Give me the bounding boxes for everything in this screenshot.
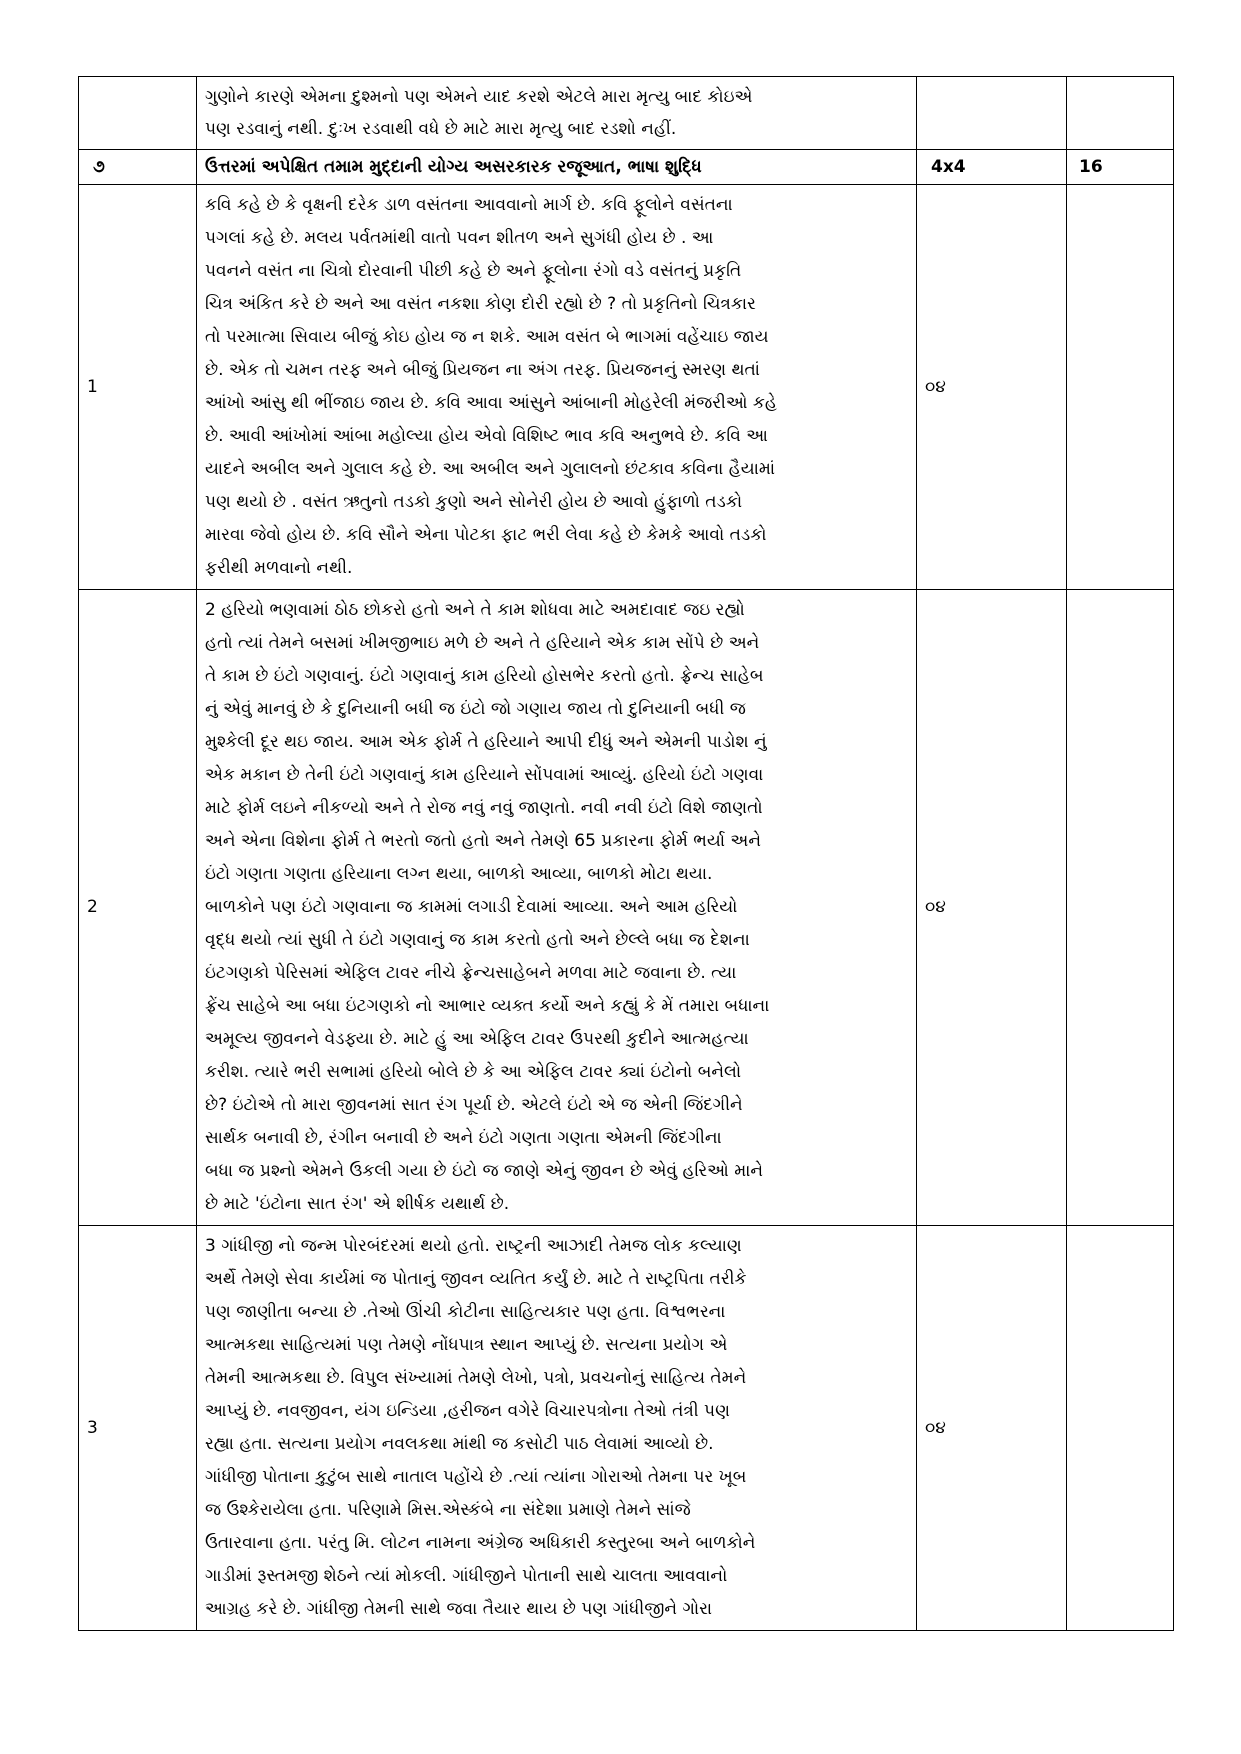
total-cell	[1067, 1226, 1174, 1631]
answer-text: 3 ગાંધીજી નો જન્મ પોરબંદરમાં થયો હતો. રાષ્ટ્રની આઝાદી તેમજ લોક કલ્યાણ અર્થે તેમણે સેવા કાર્યમાં જ પોતાનું જીવન વ્યતિત કર્યું છે. માટે તે રાષ્ટ્રપિતા તરીકે પણ જાણીતા બન્યા છે .તેઓ ઊંચી કોટીના સાહિત્યકાર પણ હતા. વિશ્વભરના આત્મકથા સાહિત્યમાં પણ તેમણે નોંધપાત્ર સ્થાન આપ્યું છે. સત્યના પ્રયોગ એ તેમની આત્મકથા છે. વિપુલ સંખ્યામાં તેમણે લેખો, પત્રો, પ્રવચનોનું સાહિત્ય તેમને આપ્યું છે. નવજીવન, યંગ ઇન્ડિયા ,હરીજન વગેરે વિચારપત્રોના તેઓ તંત્રી પણ રહ્યા હતા. સત્યના પ્રયોગ નવલકથા માંથી જ કસોટી પાઠ લેવામાં આવ્યો છે. ગાંધીજી પોતાના કુટુંબ સાથે નાતાલ પહોંચે છે .ત્યાં ત્યાંના ગોરાઓ તેમના પર ખૂબ જ ઉશ્કેરાયેલા હતા. પરિણામે મિસ.એસ્કંબે ના સંદેશા પ્રમાણે તેમને સાંજે ઉતારવાના હતા. પરંતુ મિ. લોટન નામના અંગ્રેજ અધિકારી કસ્તુરબા અને બાળકોને ગાડીમાં રૂસ્તમજી શેઠને ત્યાં મોકલી. ગાંધીજીને પોતાની સાથે ચાલતા આવવાનો આગ્રહ કરે છે. ગાંધીજી તેમની સાથે જવા તૈયાર થાય છે પણ ગાંધીજીને ગોરા	[197, 1226, 917, 1631]
table-row	[79, 1226, 1174, 1631]
marks-cell	[917, 77, 1067, 150]
marks-cell: ૦૪	[917, 1226, 1067, 1631]
marks-scheme: 4x4	[917, 150, 1067, 185]
section-criteria: ઉત્તરમાં અપેક્ષિત તમામ મુદ્દાની યોગ્ય અસરકારક રજૂઆત, ભાષા શુદ્ધિ	[197, 150, 917, 185]
question-number: 3	[79, 1226, 197, 1631]
table-row	[79, 77, 1174, 150]
answer-text: 2 હરિયો ભણવામાં ઠોઠ છોકરો હતો અને તે કામ શોધવા માટે અમદાવાદ જઇ રહ્યો હતો ત્યાં તેમને બસમાં ખીમજીભાઇ મળે છે અને તે હરિયાને એક કામ સોંપે છે અને તે કામ છે ઇંટો ગણવાનું. ઇંટો ગણવાનું કામ હરિયો હોસભેર કરતો હતો. ફ્રેન્ચ સાહેબ નું એવું માનવું છે કે દુનિયાની બધી જ ઇંટો જો ગણાય જાય તો દુનિયાની બધી જ મુશ્કેલી દૂર થઇ જાય. આમ એક ફોર્મ તે હરિયાને આપી દીધું અને એમની પાડોશ નું એક મકાન છે તેની ઇંટો ગણવાનું કામ હરિયાને સોંપવામાં આવ્યું. હરિયો ઇંટો ગણવા માટે ફોર્મ લઇને નીકળ્યો અને તે રોજ નવું નવું જાણતો. નવી નવી ઇંટો વિશે જાણતો અને એના વિશેના ફોર્મ તે ભરતો જતો હતો અને તેમણે 65 પ્રકારના ફોર્મ ભર્યા અને ઇંટો ગણતા ગણતા હરિયાના લગ્ન થયા, બાળકો આવ્યા, બાળકો મોટા થયા. બાળકોને પણ ઇંટો ગણવાના જ કામમાં લગાડી દેવામાં આવ્યા. અને આમ હરિયો વૃદ્ધ થયો ત્યાં સુધી તે ઇંટો ગણવાનું જ કામ કરતો હતો અને છેલ્લે બધા જ દેશના ઇંટગણકો પેરિસમાં એફિલ ટાવર નીચે ફ્રેન્ચસાહેબને મળવા માટે જવાના છે. ત્યા ફ્રેંચ સાહેબે આ બધા ઇંટગણકો નો આભાર વ્યક્ત કર્યો અને કહ્યું કે મેં તમારા બધાના અમૂલ્ય જીવનને વેડફ્યા છે. માટે હું આ એફિલ ટાવર ઉપરથી કુદીને આત્મહત્યા કરીશ. ત્યારે ભરી સભામાં હરિયો બોલે છે કે આ એફિલ ટાવર ક્યાં ઇંટોનો બનેલો છે? ઇંટોએ તો મારા જીવનમાં સાત રંગ પૂર્યા છે. એટલે ઇંટો એ જ એની જિંદગીને સાર્થક બનાવી છે, રંગીન બનાવી છે અને ઇંટો ગણતા ગણતા એમની જિંદગીના બધા જ પ્રશ્નો એમને ઉકલી ગયા છે ઇંટો જ જાણે એનું જીવન છે એવું હરિઓ માને છે માટે 'ઇંટોના સાત રંગ' એ શીર્ષક યથાર્થ છે.	[197, 590, 917, 1226]
question-number	[79, 77, 197, 150]
table-row	[79, 590, 1174, 1226]
marks-cell: ૦૪	[917, 590, 1067, 1226]
total-cell	[1067, 590, 1174, 1226]
question-number: 2	[79, 590, 197, 1226]
marks-cell: ૦૪	[917, 185, 1067, 590]
answer-text: કવિ કહે છે કે વૃક્ષની દરેક ડાળ વસંતના આવવાનો માર્ગ છે. કવિ ફૂલોને વસંતના પગલાં કહે છે. મલય પર્વતમાંથી વાતો પવન શીતળ અને સુગંધી હોય છે . આ પવનને વસંત ના ચિત્રો દોરવાની પીછી કહે છે અને ફૂલોના રંગો વડે વસંતનું પ્રકૃતિ ચિત્ર અંકિત કરે છે અને આ વસંત નકશા કોણ દોરી રહ્યો છે ? તો પ્રકૃતિનો ચિત્રકાર તો પરમાત્મા સિવાય બીજું કોઇ હોય જ ન શકે. આમ વસંત બે ભાગમાં વહેંચાઇ જાય છે. એક તો ચમન તરફ અને બીજું પ્રિયજન ના અંગ તરફ. પ્રિયજનનું સ્મરણ થતાં આંખો આંસુ થી ભીંજાઇ જાય છે. કવિ આવા આંસુને આંબાની મોહરેલી મંજરીઓ કહે છે. આવી આંખોમાં આંબા મહોલ્યા હોય એવો વિશિષ્ટ ભાવ કવિ અનુભવે છે. કવિ આ યાદને અબીલ અને ગુલાલ કહે છે. આ અબીલ અને ગુલાલનો છંટકાવ કવિના હૈયામાં પણ થયો છે . વસંત ઋતુનો તડકો કુણો અને સોનેરી હોય છે આવો હુંફાળો તડકો મારવા જેવો હોય છે. કવિ સૌને એના પોટકા ફાટ ભરી લેવા કહે છે કેમકે આવો તડકો ફરીથી મળવાનો નથી.	[197, 185, 917, 590]
total-cell	[1067, 77, 1174, 150]
answer-table	[78, 76, 1174, 1631]
section-total: 16	[1067, 150, 1174, 185]
table-row	[79, 185, 1174, 590]
answer-text: ગુણોને કારણે એમના દુશ્મનો પણ એમને યાદ કરશે એટલે મારા મૃત્યુ બાદ કોઇએ પણ રડવાનું નથી. દુઃખ રડવાથી વધે છે માટે મારા મૃત્યુ બાદ રડશો નહીં.	[197, 77, 917, 150]
total-cell	[1067, 185, 1174, 590]
section-number: ૭	[79, 150, 197, 185]
section-header-row	[79, 150, 1174, 185]
answer-key-page	[78, 76, 1173, 1631]
question-number: 1	[79, 185, 197, 590]
